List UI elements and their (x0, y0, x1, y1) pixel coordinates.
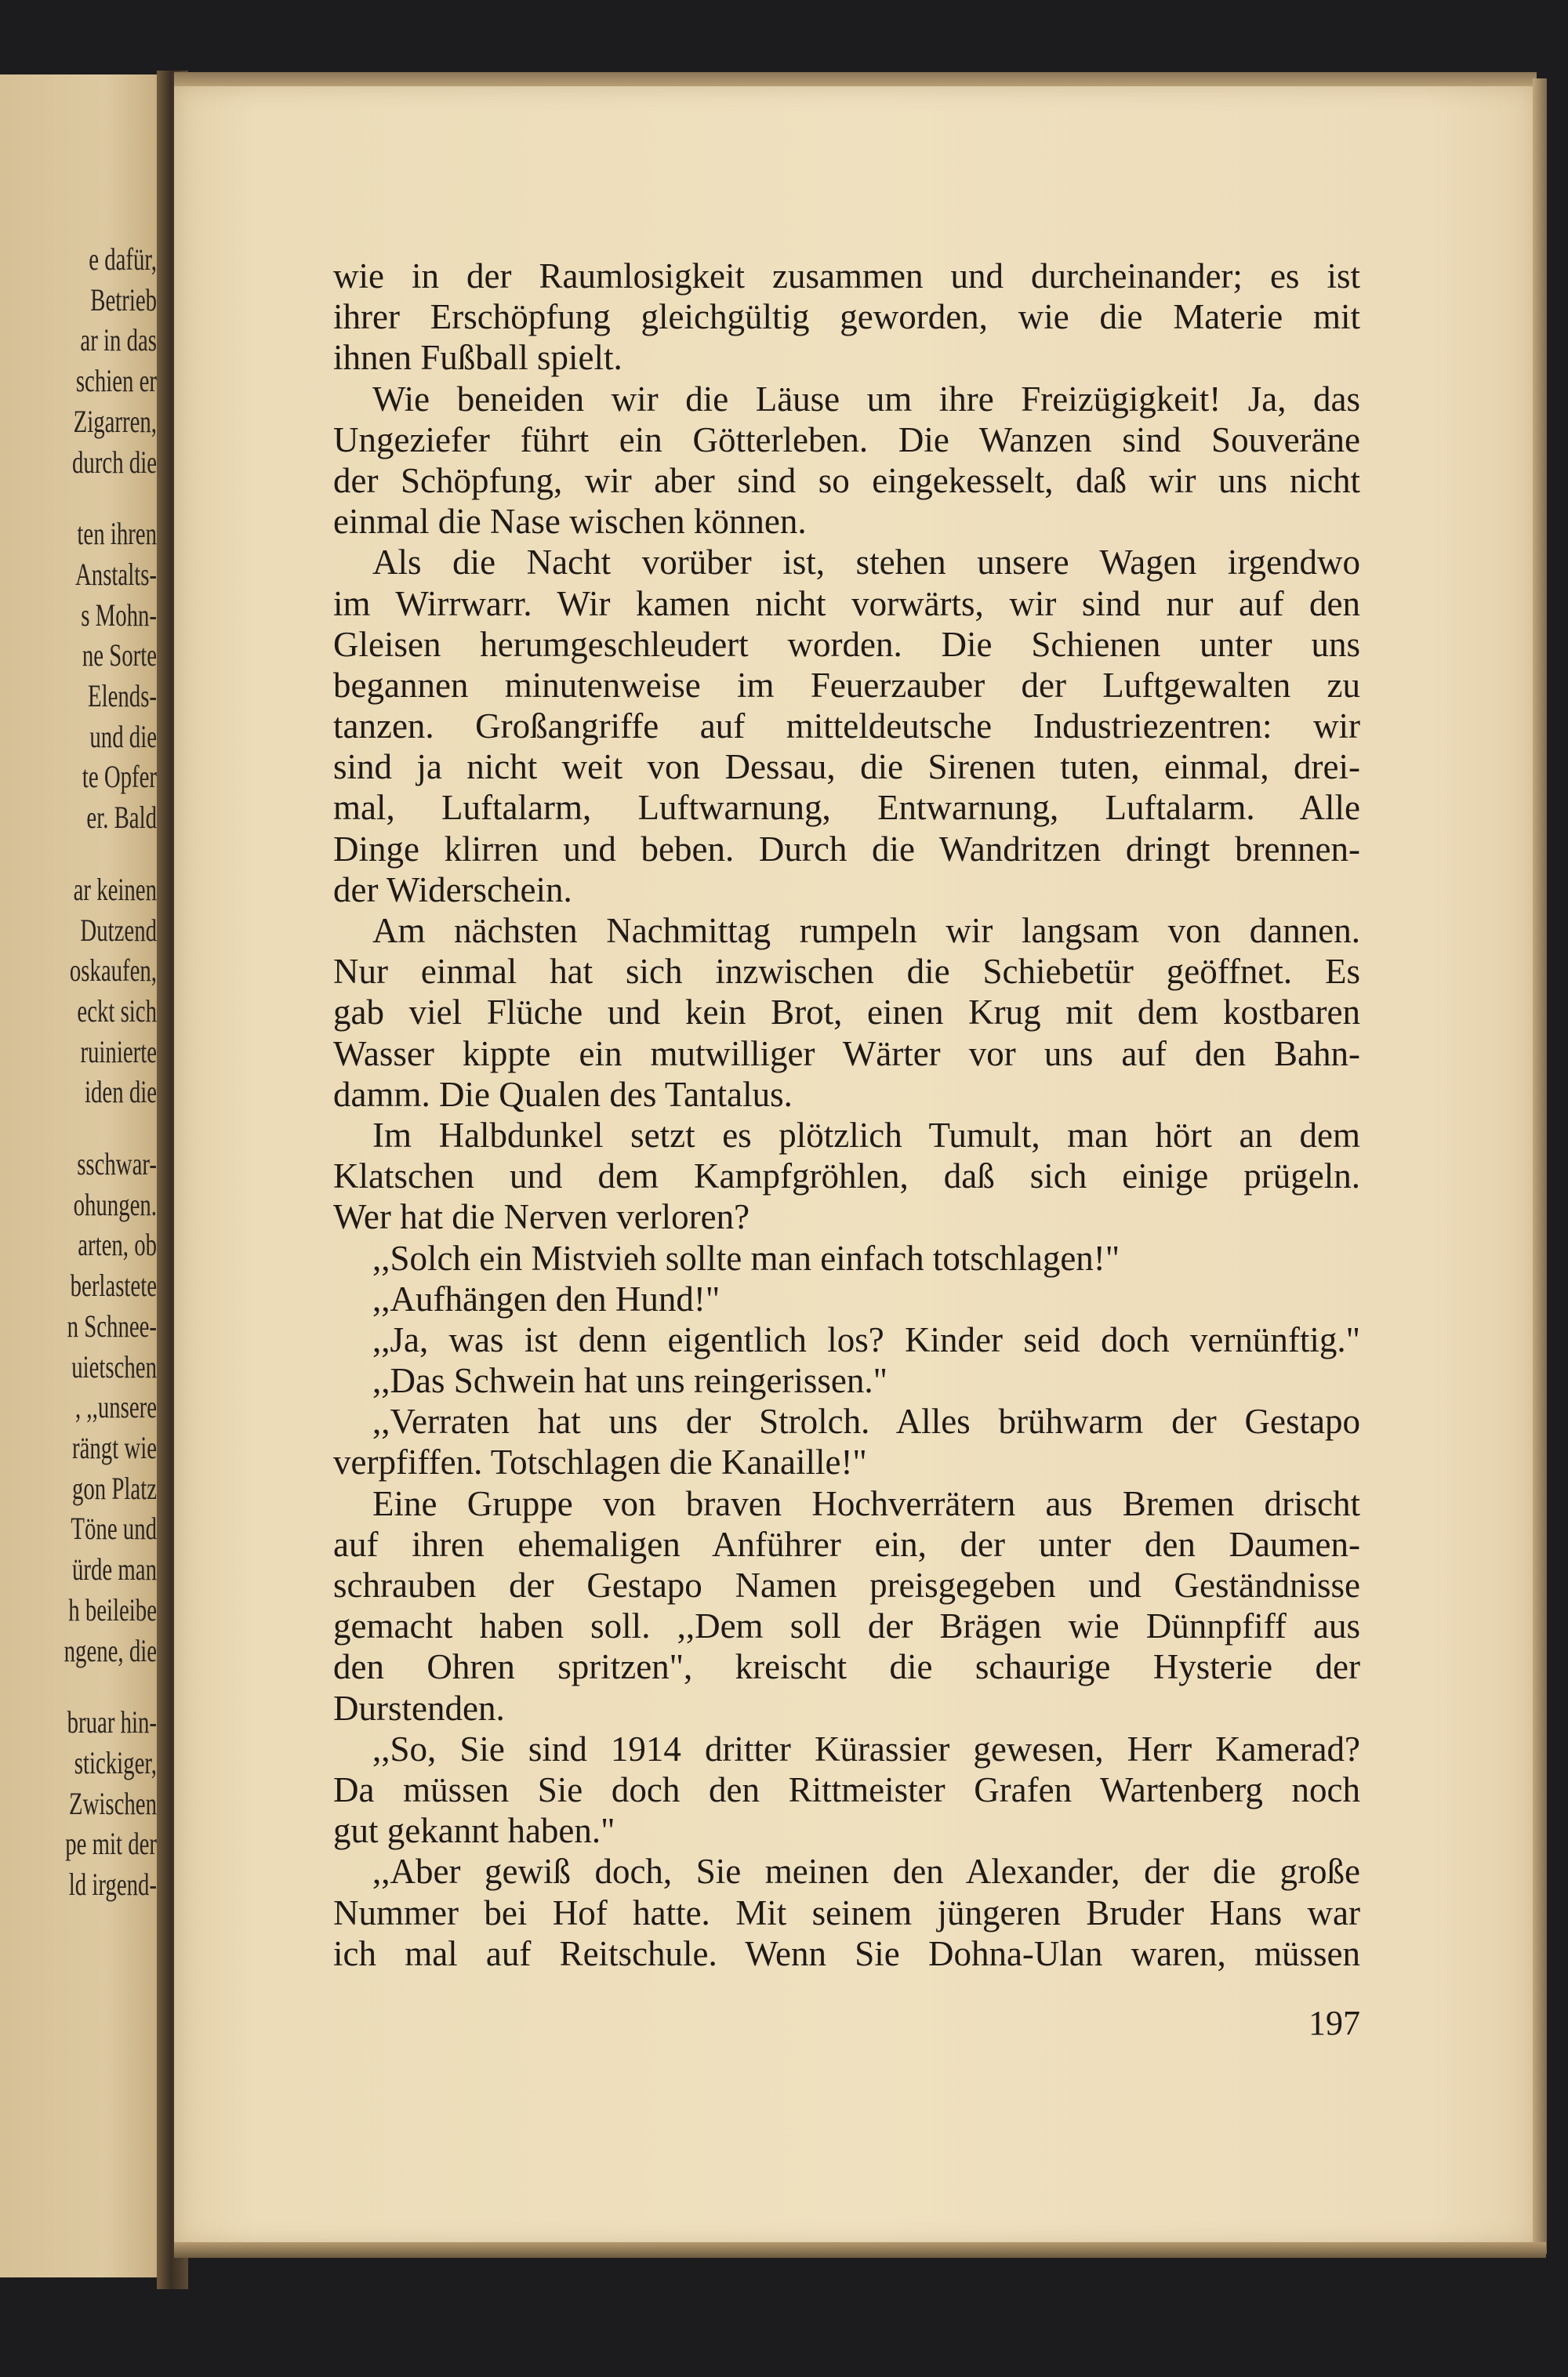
text-line: Wasser kippte ein mutwilliger Wärter vor uns auf den Bahn- (333, 1033, 1360, 1073)
left-page-line: Töne und (71, 1511, 157, 1547)
text-line: Ungeziefer führt ein Götterleben. Die Wanzen sind Souveräne (333, 419, 1360, 459)
text-line: Durstenden. (333, 1688, 505, 1728)
text-line: begannen minutenweise im Feuerzauber der Luftgewalten zu (333, 665, 1360, 705)
text-line: ihrer Erschöpfung gleichgültig geworden, wie die Materie mit (333, 297, 1360, 337)
left-page-line: arten, ob (78, 1227, 157, 1263)
left-page-line: eckt sich (77, 993, 157, 1029)
text-line: Gleisen herumgeschleudert worden. Die Schienen unter uns (333, 624, 1360, 664)
text-line: ihnen Fußball spielt. (333, 338, 622, 378)
left-page-line: pe mit der (65, 1826, 157, 1862)
page-bottom-edge (174, 2242, 1546, 2258)
text-line: den Ohren spritzen", kreischt die schaurige Hysterie der (333, 1647, 1360, 1687)
left-page-line: , ,,unsere (75, 1389, 157, 1425)
left-page-line: stickiger, (74, 1744, 157, 1780)
left-page-line: ürde man (72, 1551, 157, 1588)
left-page-line: berlastete (70, 1268, 157, 1304)
text-line: Nummer bei Hof hatte. Mit seinem jüngeren Bruder Hans war (333, 1893, 1360, 1932)
text-line: ,,Aufhängen den Hund!" (372, 1279, 720, 1319)
left-page-line: ruinierte (80, 1033, 157, 1069)
left-page-line: durch die (72, 444, 157, 480)
text-line: gab viel Flüche und kein Brot, einen Krug mit dem kostbaren (333, 993, 1360, 1032)
left-page-line: te Opfer (82, 759, 157, 795)
text-line: Dinge klirren und beben. Durch die Wandritzen dringt brennen- (333, 829, 1360, 869)
text-line: auf ihren ehemaligen Anführer ein, der unter den Daumen- (333, 1524, 1360, 1564)
text-line: gemacht haben soll. ,,Dem soll der Brägen wie Dünnpfiff aus (333, 1606, 1360, 1646)
text-line: Wer hat die Nerven verloren? (333, 1197, 750, 1237)
left-page-line: bruar hin- (67, 1704, 157, 1740)
text-line: Im Halbdunkel setzt es plötzlich Tumult, man hört an dem (372, 1115, 1360, 1155)
text-line: der Schöpfung, wir aber sind so eingekesselt, daß wir uns nicht (333, 460, 1360, 500)
left-page-line: oskaufen, (69, 953, 157, 989)
left-page-line: und die (89, 718, 157, 754)
text-line: wie in der Raumlosigkeit zusammen und durcheinander; es ist (333, 256, 1360, 296)
left-page-line: h beileibe (68, 1591, 157, 1628)
text-line: damm. Die Qualen des Tantalus. (333, 1074, 793, 1114)
left-page-line: Betrieb (90, 281, 157, 318)
text-line: der Widerschein. (333, 869, 572, 909)
left-page-line: sschwar- (77, 1146, 157, 1182)
text-line: sind ja nicht weit von Dessau, die Sirenen tuten, einmal, drei- (333, 747, 1360, 787)
text-line: gut gekannt haben." (333, 1811, 615, 1851)
left-page-line: Zigarren, (73, 403, 157, 439)
text-line: ,,Aber gewiß doch, Sie meinen den Alexander, der die große (372, 1852, 1360, 1892)
page-right-edge (1533, 78, 1547, 2254)
text-line: ,,So, Sie sind 1914 dritter Kürassier gewesen, Herr Kamerad? (372, 1729, 1360, 1769)
text-line: ,,Das Schwein hat uns reingerissen." (372, 1361, 887, 1401)
left-page-line: ar in das (80, 322, 157, 358)
left-page-line: er. Bald (86, 800, 157, 836)
text-line: einmal die Nase wischen können. (333, 502, 807, 542)
left-page-line: s Mohn- (81, 597, 157, 633)
left-page-line: iden die (85, 1074, 157, 1110)
text-line: ,,Ja, was ist denn eigentlich los? Kinder seid doch vernünftig." (372, 1319, 1360, 1359)
page-body-text (333, 256, 1360, 1974)
left-page (0, 74, 174, 2277)
text-line: Wie beneiden wir die Läuse um ihre Freizügigkeit! Ja, das (372, 379, 1360, 419)
text-line: verpfiffen. Totschlagen die Kanaille!" (333, 1443, 867, 1482)
left-page-line: Anstalts- (75, 556, 157, 592)
left-page-line: rängt wie (72, 1429, 157, 1465)
text-line: tanzen. Großangriffe auf mitteldeutsche Industriezentren: wir (333, 706, 1360, 746)
left-page-line: ar keinen (73, 871, 157, 907)
text-line: Da müssen Sie doch den Rittmeister Grafen Wartenberg noch (333, 1769, 1360, 1809)
left-page-line: e dafür, (89, 241, 157, 277)
left-page-line: ld irgend- (68, 1867, 157, 1903)
left-page-line: uietschen (71, 1348, 157, 1384)
text-line: ich mal auf Reitschule. Wenn Sie Dohna-Ulan waren, müssen (333, 1933, 1360, 1973)
left-page-line: gon Platz (72, 1470, 157, 1506)
text-line: Klatschen und dem Kampfgröhlen, daß sich einige prügeln. (333, 1156, 1360, 1196)
left-page-line: ten ihren (77, 516, 157, 552)
left-page-line: ohungen. (73, 1186, 157, 1222)
text-line: Als die Nacht vorüber ist, stehen unsere Wagen irgendwo (372, 543, 1360, 582)
text-line: Nur einmal hat sich inzwischen die Schiebetür geöffnet. Es (333, 952, 1360, 992)
text-line: Eine Gruppe von braven Hochverrätern aus Bremen drischt (372, 1483, 1360, 1523)
text-line: im Wirrwarr. Wir kamen nicht vorwärts, wir sind nur auf den (333, 583, 1360, 623)
left-page-line: ngene, die (64, 1632, 157, 1668)
text-line: ,,Solch ein Mistvieh sollte man einfach totschlagen!" (372, 1238, 1120, 1278)
text-line: schrauben der Gestapo Namen preisgegeben und Geständnisse (333, 1566, 1360, 1605)
page-number: 197 (1308, 2004, 1360, 2042)
text-line: mal, Luftalarm, Luftwarnung, Entwarnung, Luftalarm. Alle (333, 788, 1360, 828)
left-page-text (44, 239, 157, 1905)
left-page-line: n Schnee- (67, 1308, 157, 1344)
left-page-line: schien er (75, 363, 157, 399)
left-page-line: Zwischen (69, 1785, 157, 1821)
text-line: ,,Verraten hat uns der Strolch. Alles brühwarm der Gestapo (372, 1402, 1360, 1442)
text-line: Am nächsten Nachmittag rumpeln wir langsam von dannen. (372, 911, 1360, 950)
left-page-line: Dutzend (80, 912, 157, 948)
left-page-line: Elends- (88, 678, 157, 714)
left-page-line: ne Sorte (82, 637, 157, 673)
